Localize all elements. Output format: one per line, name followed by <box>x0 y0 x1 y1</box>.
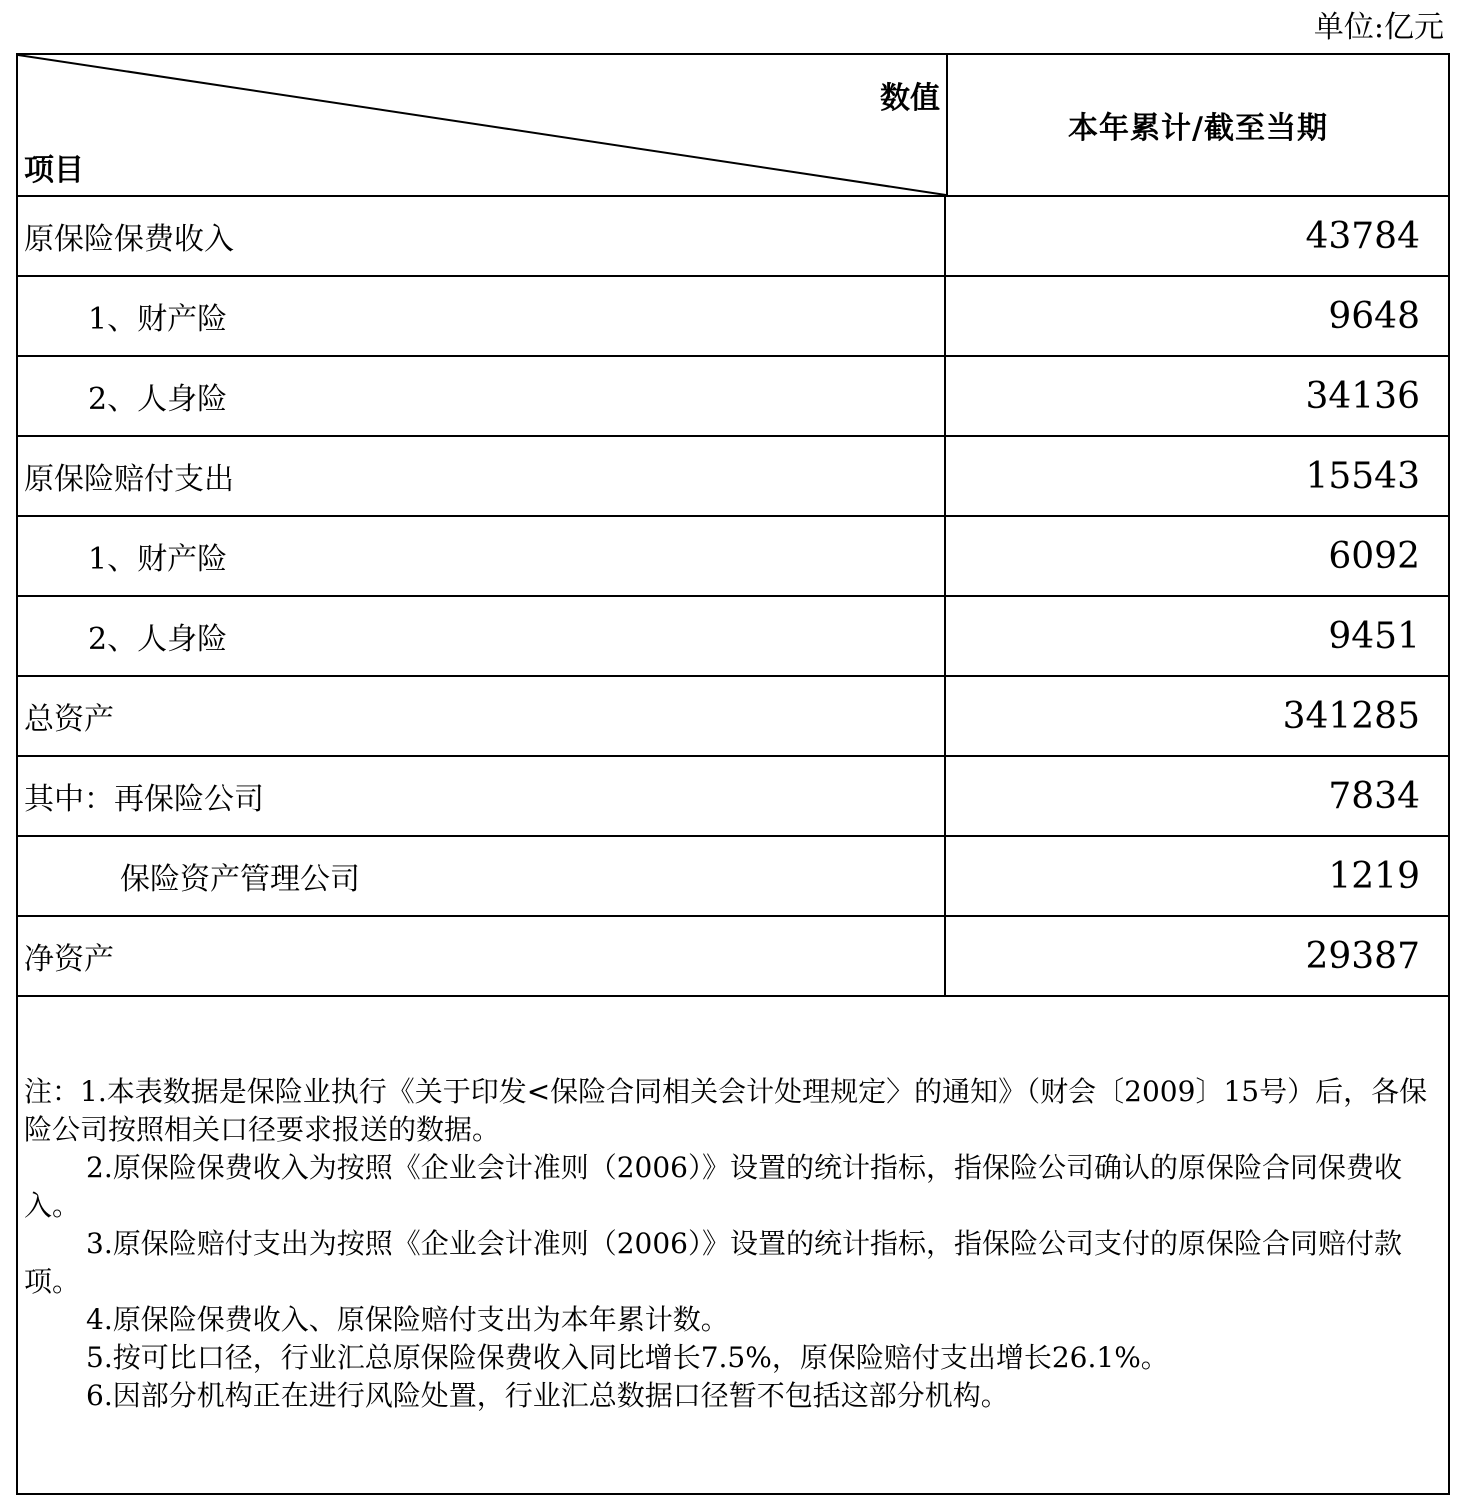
note-item: 3.原保险赔付支出为按照《企业会计准则（2006）》设置的统计指标，指保险公司支付的原保险合同赔付款项。 <box>24 1227 1402 1298</box>
table-row <box>18 277 1448 357</box>
row-label: 2、人身险 <box>18 357 946 435</box>
diagonal-header-cell <box>18 55 948 195</box>
row-value: 1219 <box>1328 855 1420 897</box>
note-item: 2.原保险保费收入为按照《企业会计准则（2006）》设置的统计指标，指保险公司确认的原保险合同保费收入。 <box>24 1151 1402 1222</box>
row-label: 1、财产险 <box>18 517 946 595</box>
statistics-table <box>16 53 1450 1495</box>
table-row <box>18 917 1448 997</box>
table-row <box>18 677 1448 757</box>
table-row <box>18 197 1448 277</box>
notes-section <box>24 1073 1444 1415</box>
row-value: 34136 <box>1305 375 1420 417</box>
row-label: 净资产 <box>18 917 946 995</box>
row-label: 保险资产管理公司 <box>18 837 946 915</box>
table-body <box>18 197 1448 997</box>
note-item: 注：1.本表数据是保险业执行《关于印发<保险合同相关会计处理规定〉的通知》（财会〔2009〕15号）后，各保险公司按照相关口径要求报送的数据。 <box>24 1075 1428 1146</box>
row-value: 6092 <box>1328 535 1420 577</box>
table-row <box>18 437 1448 517</box>
note-item: 6.因部分机构正在进行风险处置，行业汇总数据口径暂不包括这部分机构。 <box>86 1379 1009 1412</box>
table-row <box>18 517 1448 597</box>
header-item-label: 项目 <box>24 153 84 188</box>
row-label: 1、财产险 <box>18 277 946 355</box>
row-value: 341285 <box>1282 695 1420 737</box>
row-value: 9451 <box>1328 615 1420 657</box>
row-value: 29387 <box>1305 935 1420 977</box>
table-header <box>18 55 1448 197</box>
table-row <box>18 357 1448 437</box>
row-value: 9648 <box>1328 295 1420 337</box>
row-label: 2、人身险 <box>18 597 946 675</box>
diagonal-line <box>18 55 946 195</box>
unit-label: 单位:亿元 <box>1313 10 1444 45</box>
row-value: 7834 <box>1328 775 1420 817</box>
row-label: 原保险保费收入 <box>18 197 946 275</box>
header-value-label: 数值 <box>880 81 940 116</box>
row-label: 总资产 <box>18 677 946 755</box>
table-row <box>18 837 1448 917</box>
note-item: 5.按可比口径，行业汇总原保险保费收入同比增长7.5%，原保险赔付支出增长26.1%。 <box>86 1341 1169 1374</box>
row-label: 其中：再保险公司 <box>18 757 946 835</box>
row-value: 43784 <box>1305 215 1420 257</box>
table-row <box>18 757 1448 837</box>
row-value: 15543 <box>1305 455 1420 497</box>
row-label: 原保险赔付支出 <box>18 437 946 515</box>
note-item: 4.原保险保费收入、原保险赔付支出为本年累计数。 <box>86 1303 729 1336</box>
table-row <box>18 597 1448 677</box>
header-column-label: 本年累计/截至当期 <box>1068 111 1328 146</box>
